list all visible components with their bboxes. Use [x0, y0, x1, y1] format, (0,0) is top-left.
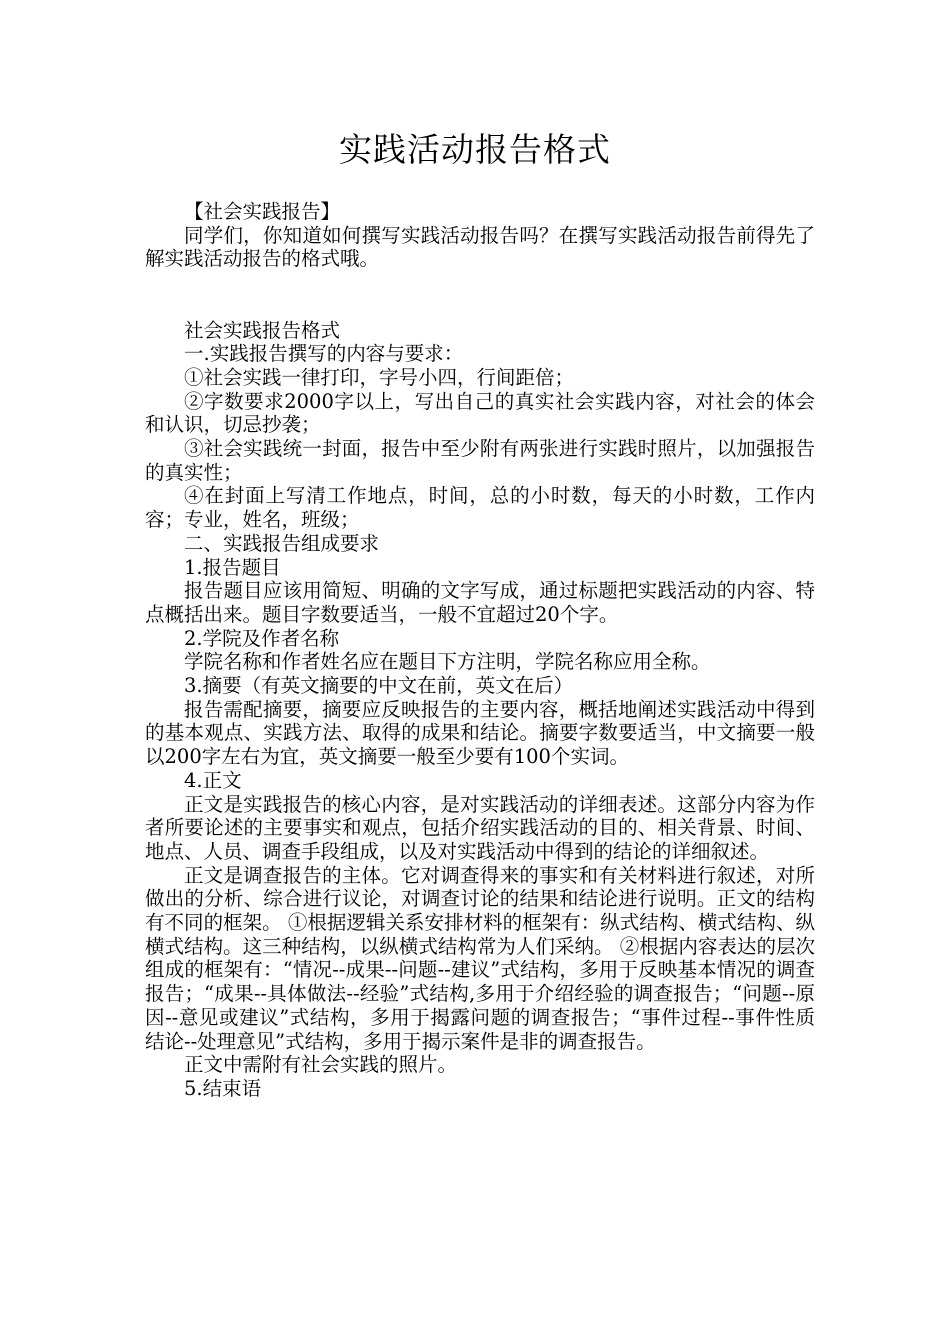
paragraph-intro: 同学们，你知道如何撰写实践活动报告吗？在撰写实践活动报告前得先了解实践活动报告的格式哦。: [145, 223, 815, 271]
paragraph-subheading: 4.正文: [184, 768, 242, 792]
paragraph-text: 正文是调查报告的主体。它对调查得来的事实和有关材料进行叙述，对所做出的分析、综合进行议论，对调查讨论的结果和结论进行说明。正文的结构有不同的框架。 ①根据逻辑关系安排材料的框架有：纵式结构、横式结构、纵横式结构。这三种结构，以纵横式结构常为人们采纳。 ②根据内容表达的层次组成的框架有：“情况--成果--问题--建议”式结构，多用于反映基本情况的调查报告；“成果--具体做法--经验”式结构,多用于介绍经验的调查报告；“问题--原因--意见或建议”式结构，多用于揭露问题的调查报告；“事件过程--事件性质结论--处理意见”式结构，多用于揭示案件是非的调查报告。: [145, 863, 815, 1053]
paragraph-subheading: 5.结束语: [184, 1077, 262, 1100]
paragraph-text: 正文中需附有社会实践的照片。: [184, 1053, 458, 1077]
paragraph-heading: 社会实践报告格式: [184, 318, 341, 342]
paragraph-subheading: 2.学院及作者名称: [184, 626, 340, 650]
paragraph-subheading: 1.报告题目: [184, 555, 281, 579]
paragraph-text: 报告需配摘要，摘要应反映报告的主要内容，概括地阐述实践活动中得到的基本观点、实践方法、取得的成果和结论。摘要字数要适当，中文摘要一般以200字左右为宜，英文摘要一般至少要有100个实词。: [145, 697, 815, 769]
paragraph-list-item: ①社会实践一律打印，字号小四，行间距倍；: [184, 365, 575, 389]
paragraph-section-heading: 二、实践报告组成要求: [184, 531, 380, 555]
paragraph-text: 报告题目应该用简短、明确的文字写成，通过标题把实践活动的内容、特点概括出来。题目字数要适当，一般不宜超过20个字。: [145, 579, 815, 626]
document-body: [145, 200, 815, 1101]
paragraph-subheading: 3.摘要（有英文摘要的中文在前，英文在后）: [184, 674, 574, 698]
document-title: 实践活动报告格式: [339, 130, 611, 169]
paragraph-section-heading: 一.实践报告撰写的内容与要求：: [184, 342, 464, 366]
paragraph-text: 学院名称和作者姓名应在题目下方注明，学院名称应用全称。: [184, 650, 711, 674]
paragraph-list-item: ②字数要求2000字以上，写出自己的真实社会实践内容，对社会的体会和认识，切忌抄袭；: [145, 389, 815, 437]
paragraph-spacer: [145, 271, 815, 318]
paragraph-text: 正文是实践报告的核心内容，是对实践活动的详细表述。这部分内容为作者所要论述的主要事实和观点，包括介绍实践活动的目的、相关背景、时间、地点、人员、调查手段组成，以及对实践活动中得到的结论的详细叙述。: [145, 792, 815, 863]
paragraph-list-item: ④在封面上写清工作地点，时间，总的小时数，每天的小时数，工作内容；专业，姓名，班级；: [145, 484, 815, 532]
paragraph-section-tag: 【社会实践报告】: [184, 200, 341, 223]
paragraph-list-item: ③社会实践统一封面，报告中至少附有两张进行实践时照片，以加强报告的真实性；: [145, 437, 815, 484]
